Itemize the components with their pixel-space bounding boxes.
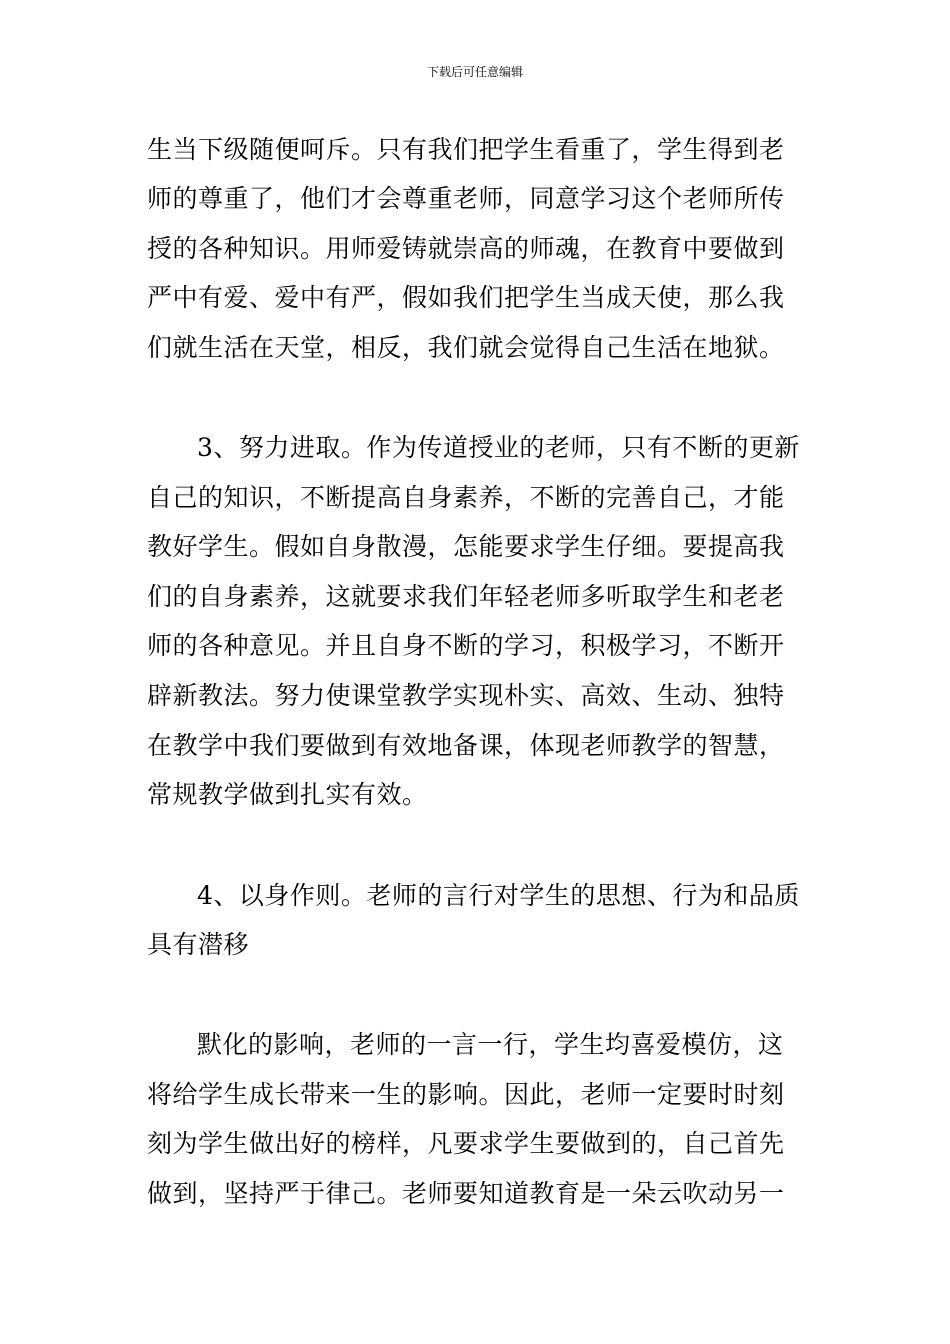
paragraph-1-line-2: 师的尊重了，他们才会尊重老师，同意学习这个老师所传 <box>147 184 785 213</box>
paragraph-4-line-3: 刻为学生做出好的榜样，凡要求学生要做到的，自己首先 <box>147 1129 785 1158</box>
paragraph-3-line-1: 4、以身作则。老师的言行对学生的思想、行为和品质 <box>197 881 800 910</box>
paragraph-2-line-1: 3、努力进取。作为传道授业的老师，只有不断的更新 <box>197 433 800 462</box>
paragraph-2-line-2: 自己的知识，不断提高自身素养，不断的完善自己，才能 <box>147 483 785 512</box>
paragraph-2-line-5: 师的各种意见。并且自身不断的学习，积极学习，不断开 <box>147 631 785 660</box>
paragraph-4-line-1: 默化的影响，老师的一言一行，学生均喜爱模仿，这 <box>197 1030 784 1059</box>
paragraph-1-line-1: 生当下级随便呵斥。只有我们把学生看重了，学生得到老 <box>147 135 785 164</box>
paragraph-2-line-4: 们的自身素养，这就要求我们年轻老师多听取学生和老老 <box>147 582 785 611</box>
paragraph-2-line-8: 常规教学做到扎实有效。 <box>147 780 428 809</box>
paragraph-2-line-6: 辟新教法。努力使课堂教学实现朴实、高效、生动、独特 <box>147 681 785 710</box>
paragraph-1-line-3: 授的各种知识。用师爱铸就崇高的师魂，在教育中要做到 <box>147 234 785 263</box>
paragraph-4-line-2: 将给学生成长带来一生的影响。因此，老师一定要时时刻 <box>147 1080 785 1109</box>
paragraph-1-line-4: 严中有爱、爱中有严，假如我们把学生当成天使，那么我 <box>147 283 785 312</box>
paragraph-4-line-4: 做到，坚持严于律己。老师要知道教育是一朵云吹动另一 <box>147 1179 785 1208</box>
paragraph-2-line-3: 教好学生。假如自身散漫，怎能要求学生仔细。要提高我 <box>147 532 785 561</box>
paragraph-2-line-7: 在教学中我们要做到有效地备课，体现老师教学的智慧， <box>147 731 785 760</box>
header-note: 下载后可任意编辑 <box>426 65 523 79</box>
paragraph-3-line-2: 具有潜移 <box>147 930 250 959</box>
paragraph-1-line-5: 们就生活在天堂，相反，我们就会觉得自己生活在地狱。 <box>147 333 785 362</box>
